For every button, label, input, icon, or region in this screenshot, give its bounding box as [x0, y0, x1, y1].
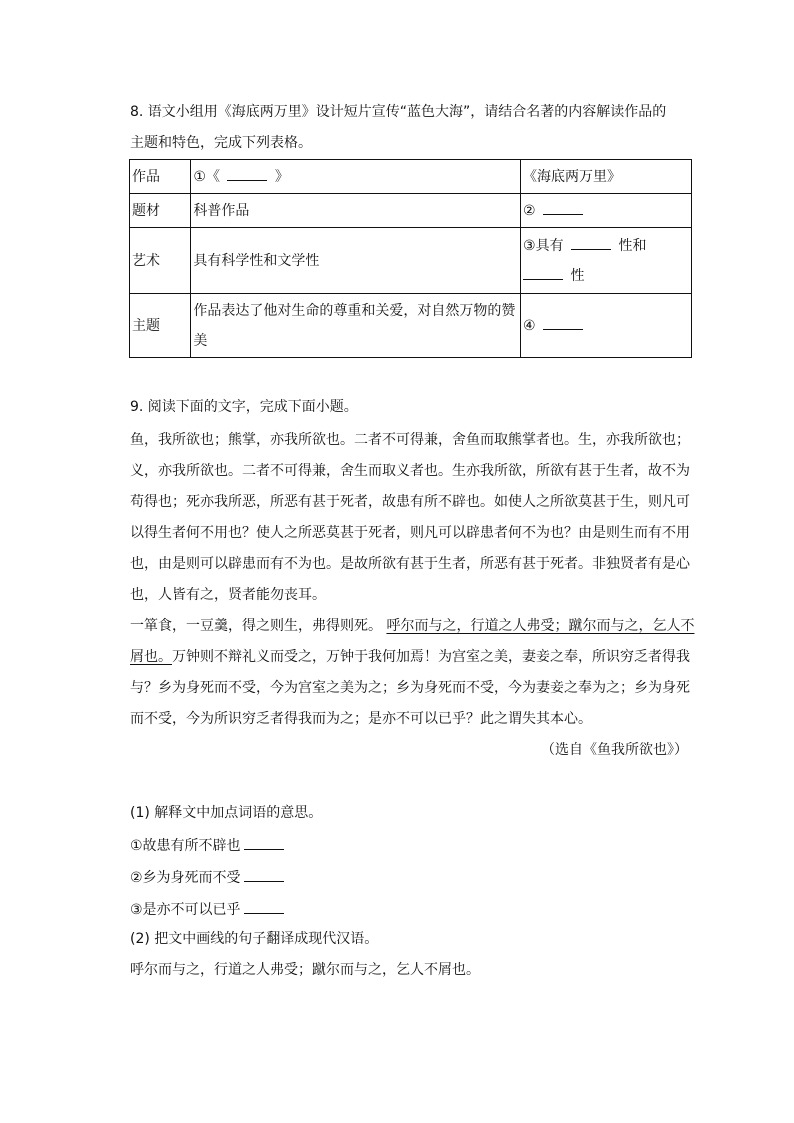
q8-table	[129, 159, 692, 358]
cell-prefix: ④	[523, 317, 536, 334]
table-row	[130, 228, 692, 294]
table-cell	[521, 194, 692, 228]
passage-line: 也，人皆有之，贤者能勿丧耳。	[130, 587, 326, 603]
item-text: ②乡为身死而不受	[130, 870, 241, 886]
cell-suffix: 》	[274, 168, 289, 185]
passage-line	[130, 616, 694, 636]
table-cell: 具有科学性和文学性	[191, 228, 521, 294]
table-header-cell: 题材	[130, 194, 191, 228]
passage-text: 一箪食，一豆羹，得之则生，弗得则死。	[130, 618, 387, 634]
passage-line	[130, 647, 690, 667]
answer-blank[interactable]	[543, 315, 583, 330]
table-header-cell: 艺术	[130, 228, 191, 294]
passage-source: （选自《鱼我所欲也》）	[541, 742, 688, 758]
table-header-cell: 主题	[130, 294, 191, 358]
cell-line: 美	[193, 332, 208, 349]
translation-sentence: 呼尔而与之，行道之人弗受；蹴尔而与之，乞人不屑也。	[130, 962, 480, 978]
table-cell: 《海底两万里》	[521, 160, 692, 194]
underlined-sentence: 呼尔而与之，行道之人弗受；蹴尔而与之，乞人不	[386, 618, 695, 634]
sub-question-item	[130, 835, 287, 856]
sub-question-2-title: (2) 把文中画线的句子翻译成现代汉语。	[130, 931, 379, 947]
answer-blank[interactable]	[244, 899, 284, 914]
item-text: ③是亦不可以已乎	[130, 902, 241, 918]
cell-prefix: ①《	[193, 168, 220, 185]
item-text: ①故患有所不辟也	[130, 838, 241, 854]
passage-line: 与？乡为身死而不受，今为宫室之美为之；乡为身死而不受，今为妻妾之奉为之；乡为身死	[130, 680, 690, 696]
q8-stem-line1: 8. 语文小组用《海底两万里》设计短片宣传“蓝色大海”，请结合名著的内容解读作品的	[130, 104, 667, 120]
table-cell	[521, 228, 692, 294]
table-header-cell: 作品	[130, 160, 191, 194]
sub-question-1-title: (1) 解释文中加点词语的意思。	[130, 805, 323, 821]
table-cell	[191, 160, 521, 194]
passage-line: 鱼，我所欲也；熊掌，亦我所欲也。二者不可得兼，舍鱼而取熊掌者也。生，亦我所欲也；	[130, 432, 690, 448]
passage-line: 以得生者何不用也？使人之所恶莫甚于死者，则凡可以辟患者何不为也？由是则生而有不用	[130, 525, 690, 541]
table-cell: 科普作品	[191, 194, 521, 228]
answer-blank[interactable]	[244, 867, 284, 882]
table-cell	[191, 294, 521, 358]
q8-stem-line2: 主题和特色，完成下列表格。	[130, 135, 312, 151]
answer-blank[interactable]	[244, 835, 284, 850]
passage-line: 也，由是则可以辟患而有不为也。是故所欲有甚于生者，所恶有甚于死者。非独贤者有是心	[130, 556, 690, 572]
sub-question-item	[130, 899, 287, 920]
cell-suffix: 性	[570, 267, 585, 284]
table-row	[130, 294, 692, 358]
passage-line: 而不受，今为所识穷乏者得我而为之；是亦不可以已乎？此之谓失其本心。	[130, 711, 592, 727]
underlined-sentence: 屑也。	[130, 649, 172, 665]
answer-blank[interactable]	[523, 265, 563, 280]
table-cell	[521, 294, 692, 358]
passage-line: 义，亦我所欲也。二者不可得兼，舍生而取义者也。生亦我所欲，所欲有甚于生者，故不为	[130, 463, 690, 479]
q9-title: 9. 阅读下面的文字，完成下面小题。	[130, 399, 358, 415]
passage-line: 苟得也；死亦我所恶，所恶有甚于死者，故患有所不辟也。如使人之所欲莫甚于生，则凡可	[130, 494, 690, 510]
answer-blank[interactable]	[571, 235, 611, 250]
passage-text: 万钟则不辩礼义而受之，万钟于我何加焉！为宫室之美，妻妾之奉，所识穷乏者得我	[172, 649, 690, 665]
cell-line: 作品表达了他对生命的尊重和关爱，对自然万物的赞	[193, 302, 516, 319]
answer-blank[interactable]	[227, 166, 267, 181]
table-row	[130, 194, 692, 228]
table-row	[130, 160, 692, 194]
cell-prefix: ②	[523, 202, 536, 219]
answer-blank[interactable]	[543, 200, 583, 215]
cell-prefix: ③具有	[523, 237, 564, 254]
cell-suffix: 性和	[618, 237, 647, 254]
sub-question-item	[130, 867, 287, 888]
